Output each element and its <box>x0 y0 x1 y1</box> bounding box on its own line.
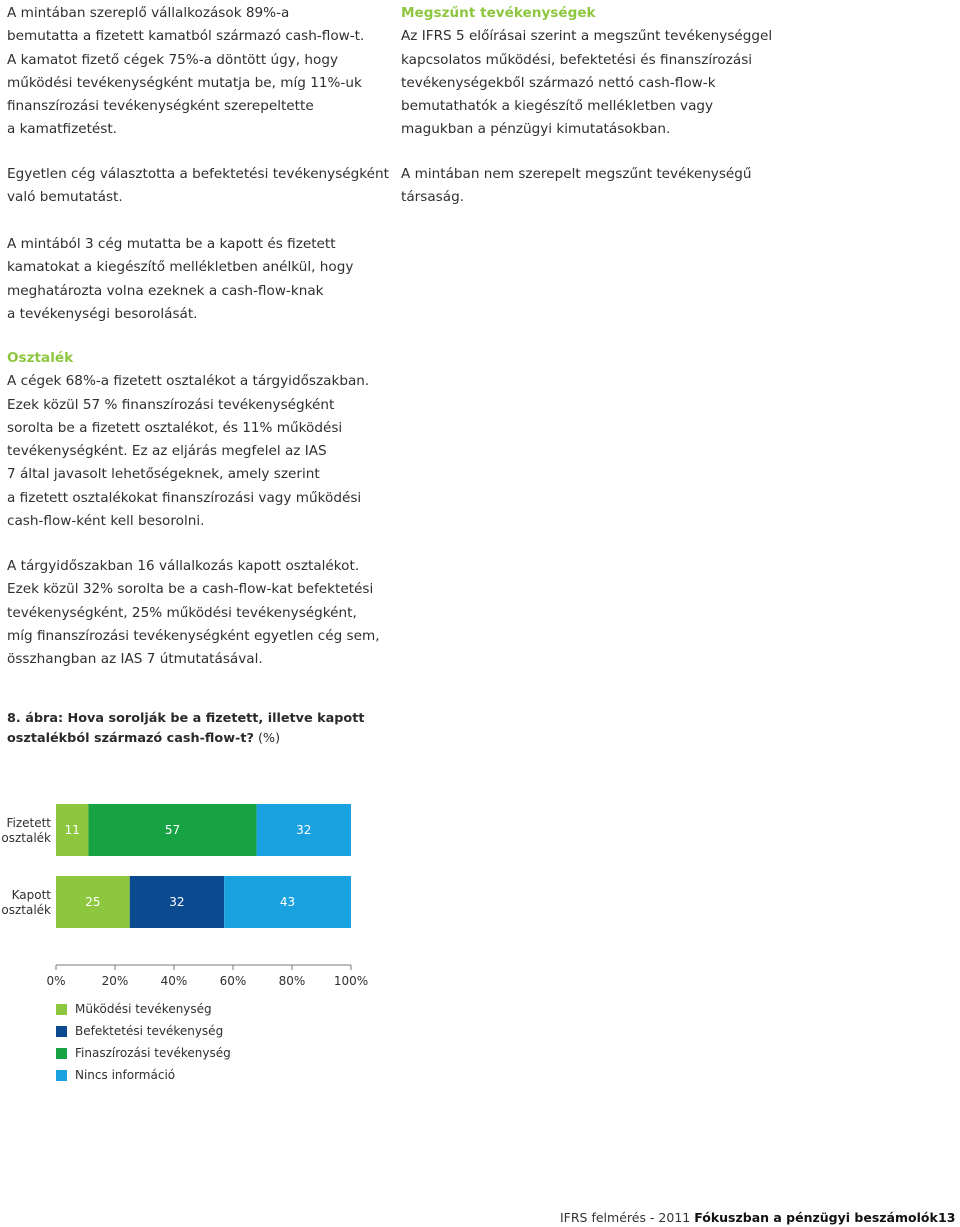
legend-label: Müködési tevékenység <box>75 1002 212 1016</box>
section-dividends <box>7 347 369 533</box>
text-line: finanszírozási tevékenységként szerepeltette <box>7 98 314 115</box>
text-line: sorolta be a fizetett osztalékot, és 11% működési <box>7 419 343 436</box>
caption-title-line-1: 8. ábra: Hova sorolják be a fizetett, illetve kapott <box>7 711 365 726</box>
data-label: 11 <box>64 823 80 837</box>
legend-label: Befektetési tevékenység <box>75 1024 224 1038</box>
category-label: Kapott osztalék <box>1 888 51 917</box>
paragraph-no-discontinued <box>401 163 752 210</box>
text-line: cash-flow-ként kell besorolni. <box>7 513 205 530</box>
legend-swatch <box>56 1070 67 1081</box>
text-line: a kamatfizetést. <box>7 121 118 138</box>
legend-swatch <box>56 1048 67 1059</box>
caption-title-line-2: osztalékból származó cash-flow-t? <box>7 731 254 746</box>
section-discontinued-operations <box>401 2 772 142</box>
category-label: Fizetett osztalék <box>1 816 51 845</box>
text-line: magukban a pénzügyi kimutatásokban. <box>401 121 671 138</box>
x-tick-label: 80% <box>278 974 306 988</box>
text-line: tevékenységekből származó nettó cash-flow-k <box>401 74 716 91</box>
text-line: A mintában szereplő vállalkozások 89%-a <box>7 5 290 21</box>
text-line: bemutathatók a kiegészítő mellékletben vagy <box>401 98 714 115</box>
legend-swatch <box>56 1026 67 1037</box>
stacked-bar-chart <box>0 790 400 990</box>
text-line: tevékenységként. Ez az eljárás megfelel az IAS <box>7 443 327 460</box>
text-line: A cégek 68%-a fizetett osztalékot a tárgyidőszakban. <box>7 373 370 390</box>
text-line: társaság. <box>401 189 465 206</box>
text-line: meghatározta volna ezeknek a cash-flow-knak <box>7 282 324 299</box>
paragraph-notes-disclosure <box>7 233 353 326</box>
text-line: tevékenységként, 25% működési tevékenységként, <box>7 604 357 621</box>
x-tick-label: 0% <box>46 974 66 988</box>
data-label: 32 <box>169 895 185 909</box>
caption-unit: (%) <box>253 731 281 746</box>
text-line: A mintából 3 cég mutatta be a kapott és fizetett <box>7 236 336 252</box>
legend-swatch <box>56 1004 67 1015</box>
paragraph-investing-choice <box>7 163 389 210</box>
data-label: 57 <box>164 823 181 837</box>
text-line: a fizetett osztalékokat finanszírozási vagy működési <box>7 489 362 506</box>
text-line: Az IFRS 5 előírásai szerint a megszűnt tevékenységgel <box>401 28 773 45</box>
section-heading: Osztalék <box>7 350 74 366</box>
page-number: 13 <box>938 1210 956 1225</box>
text-line: a tevékenységi besorolását. <box>7 305 198 322</box>
footer-publication-title: Fókuszban a pénzügyi beszámolók <box>694 1210 938 1225</box>
x-tick-label: 40% <box>160 974 188 988</box>
text-line: működési tevékenységként mutatja be, míg 11%-uk <box>7 74 362 91</box>
footer-source <box>560 1209 938 1227</box>
text-line: 7 által javasolt lehetőségeknek, amely szerint <box>7 466 320 483</box>
caption-line-2 <box>7 729 364 749</box>
text-line: kamatokat a kiegészítő mellékletben anélkül, hogy <box>7 259 354 276</box>
data-label: 32 <box>296 823 312 837</box>
text-line: A mintában nem szerepelt megszűnt tevékenységű <box>401 166 752 182</box>
text-line: bemutatta a fizetett kamatból származó cash-flow-t. <box>7 28 365 45</box>
footer-survey-label: IFRS felmérés - 2011 <box>560 1210 695 1225</box>
legend-label: Nincs információ <box>75 1068 176 1082</box>
text-line: A tárgyidőszakban 16 vállalkozás kapott osztalékot. <box>7 558 360 574</box>
paragraph-interest-paid <box>7 2 364 142</box>
data-label: 25 <box>85 895 101 909</box>
paragraph-dividends-received <box>7 555 380 671</box>
text-line: való bemutatást. <box>7 189 123 206</box>
x-tick-label: 100% <box>333 974 369 988</box>
text-line: míg finanszírozási tevékenységként egyetlen cég sem, <box>7 627 380 644</box>
text-line: kapcsolatos működési, befektetési és finanszírozási <box>401 51 753 68</box>
data-label: 43 <box>279 895 296 909</box>
text-line: A kamatot fizető cégek 75%-a döntött úgy, hogy <box>7 51 339 68</box>
text-line: Egyetlen cég választotta a befektetési tevékenységként <box>7 166 389 182</box>
text-line: Ezek közül 32% sorolta be a cash-flow-kat befektetési <box>7 581 374 598</box>
legend-label: Finaszírozási tevékenység <box>75 1046 231 1060</box>
x-tick-label: 60% <box>219 974 247 988</box>
text-line: összhangban az IAS 7 útmutatásával. <box>7 651 263 668</box>
x-tick-label: 20% <box>101 974 129 988</box>
caption-line-1 <box>7 709 364 729</box>
text-line: Ezek közül 57 % finanszírozási tevékenységként <box>7 396 335 413</box>
figure-caption <box>7 709 364 749</box>
section-heading: Megszűnt tevékenységek <box>401 5 596 21</box>
